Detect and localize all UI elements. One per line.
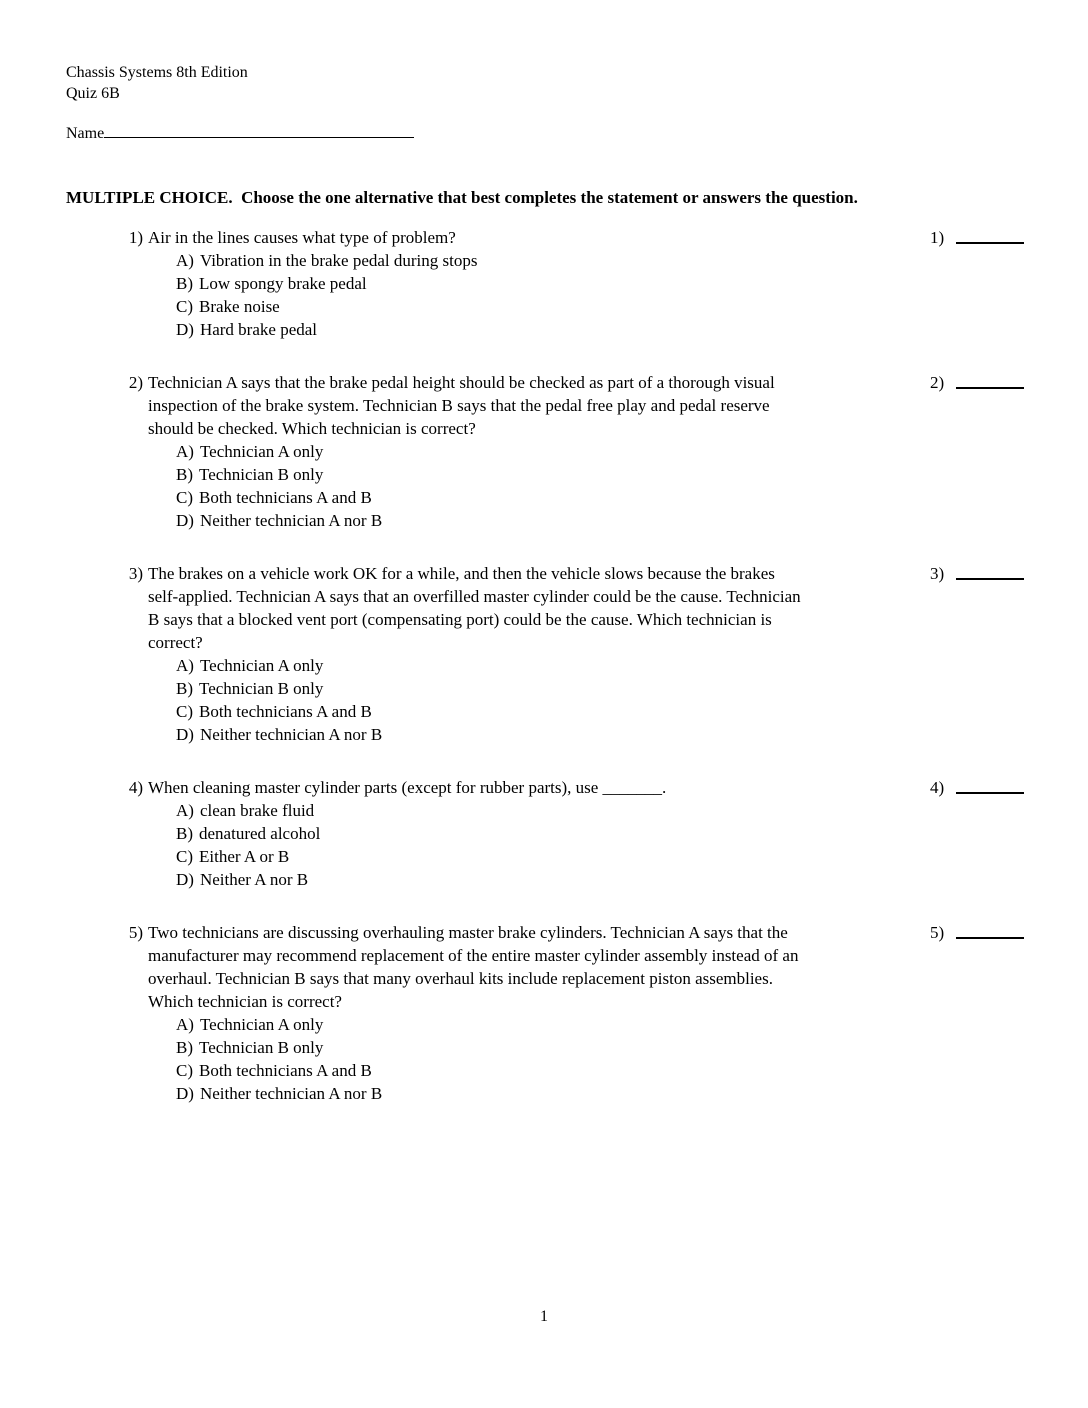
answer-blank-line bbox=[956, 226, 1024, 244]
answer-slot-number: 5) bbox=[930, 923, 945, 942]
option-label: D) bbox=[176, 870, 194, 889]
question-block bbox=[0, 562, 1088, 746]
answer-option bbox=[176, 1036, 1088, 1059]
answer-blank-line bbox=[956, 562, 1024, 580]
question-text-line: Two technicians are discussing overhauling master brake cylinders. Technician A says that the bbox=[148, 923, 788, 942]
question-text-line: overhaul. Technician B says that many overhaul kits include replacement piston assemblies. bbox=[148, 969, 773, 988]
question-block bbox=[0, 371, 1088, 532]
option-label: C) bbox=[176, 297, 193, 316]
option-text: Low spongy brake pedal bbox=[199, 274, 367, 293]
answer-slot-number: 1) bbox=[930, 228, 945, 247]
name-blank-line bbox=[104, 120, 414, 138]
question-text bbox=[148, 371, 948, 440]
option-label: C) bbox=[176, 847, 193, 866]
answer-option bbox=[176, 1013, 1088, 1036]
answer-slot bbox=[930, 371, 1024, 394]
options-list bbox=[176, 440, 1088, 532]
answer-option bbox=[176, 845, 1088, 868]
option-text: Both technicians A and B bbox=[199, 488, 372, 507]
question-text bbox=[148, 226, 948, 249]
option-label: D) bbox=[176, 1084, 194, 1103]
answer-option bbox=[176, 654, 1088, 677]
option-text: Brake noise bbox=[199, 297, 280, 316]
question-text bbox=[148, 921, 948, 1013]
option-label: C) bbox=[176, 488, 193, 507]
question-number: 5) bbox=[128, 923, 143, 942]
name-field-row bbox=[66, 120, 414, 143]
answer-option bbox=[176, 272, 1088, 295]
answer-option bbox=[176, 440, 1088, 463]
question-number: 1) bbox=[128, 228, 143, 247]
option-text: Both technicians A and B bbox=[199, 1061, 372, 1080]
document-header bbox=[66, 62, 248, 104]
option-text: Technician B only bbox=[199, 465, 324, 484]
answer-option bbox=[176, 318, 1088, 341]
page-number: 1 bbox=[540, 1308, 548, 1325]
answer-option bbox=[176, 868, 1088, 891]
answer-slot-number: 3) bbox=[930, 564, 945, 583]
question-text-line: inspection of the brake system. Technician B says that the pedal free play and pedal reserve bbox=[148, 396, 770, 415]
option-text: Hard brake pedal bbox=[199, 320, 318, 339]
answer-slot-number: 4) bbox=[930, 778, 945, 797]
question-text-line: The brakes on a vehicle work OK for a while, and then the vehicle slows because the brakes bbox=[148, 564, 775, 583]
answer-option bbox=[176, 1082, 1088, 1105]
option-label: D) bbox=[176, 511, 194, 530]
option-text: Vibration in the brake pedal during stops bbox=[199, 251, 478, 270]
question-text-line: Technician A says that the brake pedal height should be checked as part of a thorough visual bbox=[148, 373, 775, 392]
answer-option bbox=[176, 509, 1088, 532]
answer-option bbox=[176, 677, 1088, 700]
answer-blank-line bbox=[956, 776, 1024, 794]
question-text-line: When cleaning master cylinder parts (except for rubber parts), use _______. bbox=[148, 778, 667, 797]
option-text: Neither A nor B bbox=[199, 870, 309, 889]
question-text-line: B says that a blocked vent port (compensating port) could be the cause. Which technician is bbox=[148, 610, 772, 629]
answer-option bbox=[176, 799, 1088, 822]
question-block bbox=[0, 921, 1088, 1105]
option-text: Neither technician A nor B bbox=[199, 1084, 383, 1103]
question-text-line: Air in the lines causes what type of problem? bbox=[148, 228, 456, 247]
question-number: 4) bbox=[128, 778, 143, 797]
option-label: B) bbox=[176, 1038, 193, 1057]
answer-slot bbox=[930, 776, 1024, 799]
answer-option bbox=[176, 1059, 1088, 1082]
option-label: C) bbox=[176, 1061, 193, 1080]
answer-option bbox=[176, 486, 1088, 509]
options-list bbox=[176, 1013, 1088, 1105]
answer-option bbox=[176, 295, 1088, 318]
answer-blank-line bbox=[956, 371, 1024, 389]
answer-blank-line bbox=[956, 921, 1024, 939]
answer-option bbox=[176, 822, 1088, 845]
option-label: B) bbox=[176, 824, 193, 843]
options-list bbox=[176, 799, 1088, 891]
question-text-line: correct? bbox=[148, 633, 203, 652]
question-text-line: should be checked. Which technician is correct? bbox=[148, 419, 476, 438]
option-text: Neither technician A nor B bbox=[199, 511, 383, 530]
question-text-line: Which technician is correct? bbox=[148, 992, 342, 1011]
question-text bbox=[148, 562, 948, 654]
question-text bbox=[148, 776, 948, 799]
answer-option bbox=[176, 723, 1088, 746]
option-text: Either A or B bbox=[199, 847, 290, 866]
option-text: Neither technician A nor B bbox=[199, 725, 383, 744]
option-text: Technician B only bbox=[199, 679, 324, 698]
question-text-line: self-applied. Technician A says that an overfilled master cylinder could be the cause. Technician bbox=[148, 587, 801, 606]
options-list bbox=[176, 249, 1088, 341]
answer-slot bbox=[930, 226, 1024, 249]
question-number: 2) bbox=[128, 373, 143, 392]
options-list bbox=[176, 654, 1088, 746]
answer-option bbox=[176, 700, 1088, 723]
option-label: B) bbox=[176, 679, 193, 698]
questions-list bbox=[0, 226, 1088, 1135]
question-block bbox=[0, 776, 1088, 891]
answer-slot-number: 2) bbox=[930, 373, 945, 392]
answer-slot bbox=[930, 921, 1024, 944]
option-label: A) bbox=[176, 801, 194, 820]
option-label: C) bbox=[176, 702, 193, 721]
option-text: Technician A only bbox=[199, 1015, 324, 1034]
quiz-subtitle: Quiz 6B bbox=[66, 85, 120, 102]
option-label: B) bbox=[176, 274, 193, 293]
option-label: A) bbox=[176, 656, 194, 675]
option-label: A) bbox=[176, 1015, 194, 1034]
page-footer bbox=[0, 1308, 1088, 1326]
multiple-choice-instructions: MULTIPLE CHOICE. Choose the one alternative that best completes the statement or answers the question. bbox=[66, 188, 858, 207]
answer-slot bbox=[930, 562, 1024, 585]
option-label: D) bbox=[176, 725, 194, 744]
answer-option bbox=[176, 249, 1088, 272]
question-number: 3) bbox=[128, 564, 143, 583]
question-text-line: manufacturer may recommend replacement of the entire master cylinder assembly instead of an bbox=[148, 946, 799, 965]
option-text: Both technicians A and B bbox=[199, 702, 372, 721]
option-label: A) bbox=[176, 251, 194, 270]
option-label: B) bbox=[176, 465, 193, 484]
answer-option bbox=[176, 463, 1088, 486]
question-block bbox=[0, 226, 1088, 341]
document-title: Chassis Systems 8th Edition bbox=[66, 64, 248, 81]
option-text: clean brake fluid bbox=[199, 801, 315, 820]
option-label: D) bbox=[176, 320, 194, 339]
option-text: Technician A only bbox=[199, 656, 324, 675]
option-label: A) bbox=[176, 442, 194, 461]
option-text: Technician B only bbox=[199, 1038, 324, 1057]
option-text: denatured alcohol bbox=[199, 824, 321, 843]
name-label: Name bbox=[66, 125, 105, 142]
option-text: Technician A only bbox=[199, 442, 324, 461]
